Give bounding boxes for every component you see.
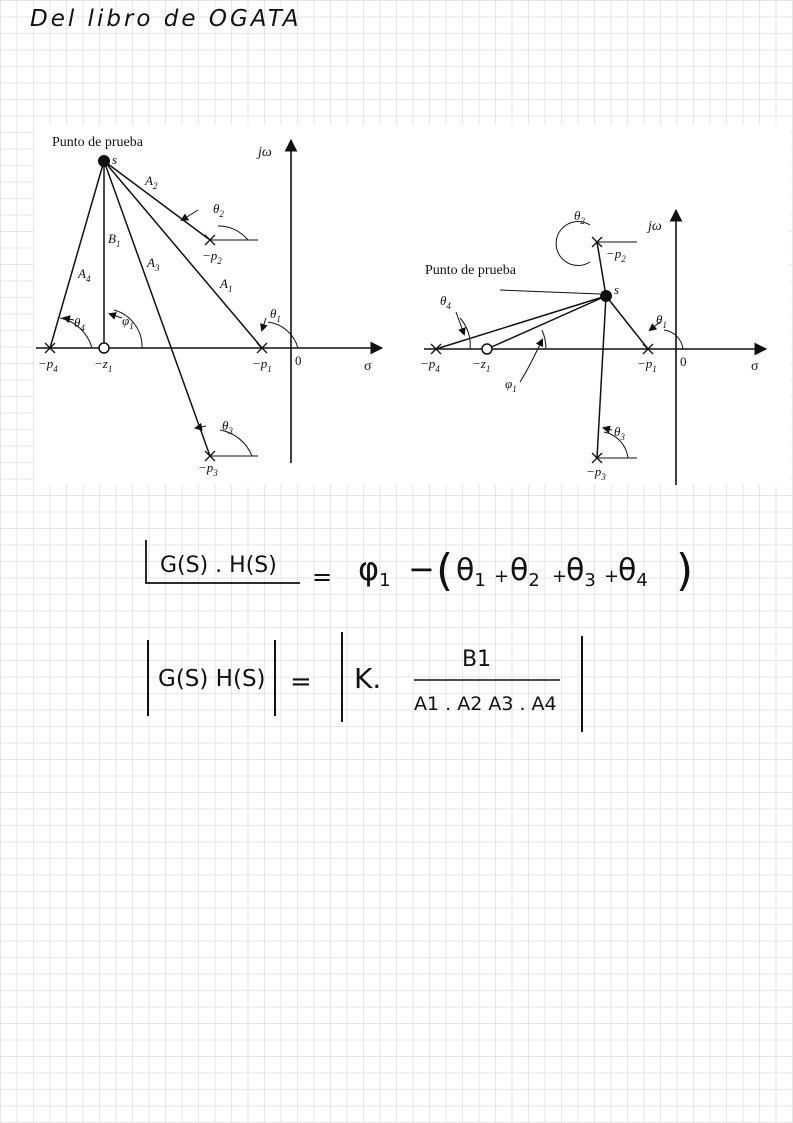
magnitude-numerator: B1: [462, 647, 492, 672]
left-test-point-label: Punto de prueba: [52, 135, 143, 150]
angle-theta3: $\theta_3$: [566, 553, 596, 591]
left-z1-label: $-z_1$: [94, 356, 113, 374]
left-s-label: s: [112, 152, 118, 167]
left-a1-label: $A_1$: [220, 276, 233, 294]
right-test-point-label: Punto de prueba: [425, 263, 516, 278]
right-jw-label: jω: [648, 219, 662, 234]
left-p3-label: $-p_3$: [198, 460, 218, 478]
left-p4-label: $-p_4$: [38, 356, 58, 374]
angle-equals: =: [312, 563, 333, 591]
angle-close-paren: ): [676, 545, 694, 596]
right-z1-label: $-z_1$: [472, 356, 491, 374]
right-p3-label: $-p_3$: [586, 464, 606, 482]
right-theta3-label: $\theta_3$: [614, 424, 625, 442]
angle-theta1: $\theta_1$: [456, 553, 486, 591]
left-theta4-label: $\theta_4$: [74, 315, 85, 333]
left-sigma-label: σ: [364, 359, 372, 374]
angle-plus-1: +: [494, 566, 510, 587]
right-theta4-label: $\theta_4$: [440, 293, 451, 311]
right-p1-label: $-p_1$: [637, 356, 657, 374]
right-test-point-marker: [600, 290, 612, 302]
angle-phi1: φ1: [358, 550, 391, 591]
right-zero-marker: [482, 344, 492, 354]
angle-theta4: $\theta_4$: [618, 553, 648, 591]
angle-lhs: G(S) . H(S): [160, 553, 277, 578]
angle-plus-2: +: [552, 566, 568, 587]
left-jw-label: jω: [258, 145, 272, 160]
right-sigma-label: σ: [751, 359, 759, 374]
right-theta2-label: $\theta_2$: [574, 208, 585, 226]
right-phi1-label: $\varphi_1$: [505, 376, 517, 394]
angle-open-paren: (: [436, 545, 454, 596]
left-b1-label: $B_1$: [108, 231, 121, 249]
right-theta1-label: $\theta_1$: [656, 312, 667, 330]
left-a4-label: $A_4$: [78, 266, 91, 284]
right-p2-label: $-p_2$: [606, 246, 626, 264]
page-heading: Del libro de OGATA: [30, 6, 302, 32]
left-p2-label: $-p_2$: [202, 248, 222, 266]
left-p1-label: $-p_1$: [252, 356, 272, 374]
magnitude-denominator: A1 . A2 A3 . A4: [414, 693, 557, 715]
left-theta2-label: $\theta_2$: [213, 201, 224, 219]
right-p4-label: $-p_4$: [420, 356, 440, 374]
angle-theta2: $\theta_2$: [510, 553, 540, 591]
magnitude-equals: =: [290, 667, 312, 697]
left-origin-label: 0: [295, 353, 302, 368]
magnitude-lhs: G(S) H(S): [158, 666, 266, 692]
angle-minus: −: [408, 550, 435, 588]
right-origin-label: 0: [680, 354, 687, 369]
left-theta1-label: $\theta_1$: [270, 306, 281, 324]
left-phi1-label: $\varphi_1$: [122, 313, 134, 331]
left-a2-label: $A_2$: [145, 173, 158, 191]
magnitude-k: K.: [354, 662, 382, 695]
left-theta3-label: $\theta_3$: [222, 418, 233, 436]
left-a3-label: $A_3$: [147, 255, 160, 273]
right-s-label: s: [614, 282, 620, 297]
angle-plus-3: +: [604, 566, 620, 587]
